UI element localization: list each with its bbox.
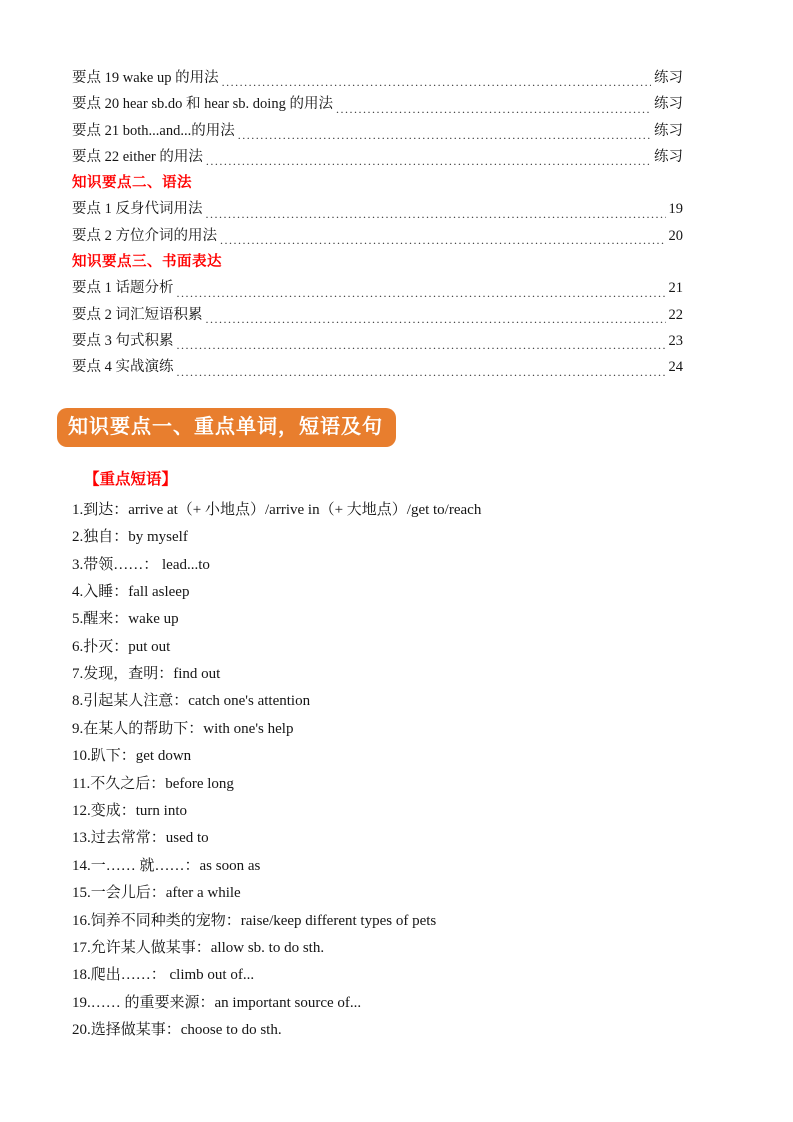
toc-entry-label: 要点 2 词汇短语积累 bbox=[72, 306, 203, 323]
phrase-item: 9.在某人的帮助下：with one's help bbox=[72, 720, 294, 737]
toc-entry-trail: 22 bbox=[668, 306, 683, 323]
toc-leader-dots bbox=[238, 126, 651, 145]
toc-row bbox=[72, 197, 683, 223]
toc-row bbox=[72, 171, 683, 197]
phrase-item: 12.变成：turn into bbox=[72, 803, 187, 820]
toc-entry-label: 要点 21 both...and...的用法 bbox=[72, 122, 235, 139]
toc-row bbox=[72, 145, 683, 171]
phrase-list bbox=[72, 495, 683, 1043]
toc-row bbox=[72, 355, 683, 381]
toc-leader-dots bbox=[336, 100, 651, 119]
toc-entry-label: 要点 20 hear sb.do 和 hear sb. doing 的用法 bbox=[72, 96, 333, 113]
table-of-contents bbox=[72, 66, 683, 382]
toc-entry-label: 要点 1 话题分析 bbox=[72, 280, 174, 297]
phrase-item: 7.发现，查明：find out bbox=[72, 666, 221, 683]
toc-row bbox=[72, 119, 683, 145]
phrase-item: 4.入睡：fall asleep bbox=[72, 583, 190, 600]
toc-entry-label: 要点 3 句式积累 bbox=[72, 332, 174, 349]
phrase-item: 6.扑灭：put out bbox=[72, 638, 171, 655]
toc-row bbox=[72, 224, 683, 250]
toc-leader-dots bbox=[206, 152, 651, 171]
phrase-item: 1.到达：arrive at（+ 小地点）/arrive in（+ 大地点）/get to/reach bbox=[72, 501, 482, 518]
toc-entry-trail: 练习 bbox=[654, 122, 683, 139]
toc-entry-label: 要点 1 反身代词用法 bbox=[72, 201, 203, 218]
toc-leader-dots bbox=[222, 73, 651, 92]
toc-leader-dots bbox=[177, 363, 666, 382]
phrase-item: 5.醒来：wake up bbox=[72, 611, 179, 628]
toc-leader-dots bbox=[177, 284, 666, 303]
toc-entry-trail: 练习 bbox=[654, 148, 683, 165]
phrase-item: 17.允许某人做某事：allow sb. to do sth. bbox=[72, 940, 325, 956]
toc-entry-trail: 19 bbox=[668, 201, 683, 218]
phrase-item: 15.一会儿后：after a while bbox=[72, 885, 241, 902]
toc-row bbox=[72, 329, 683, 355]
toc-entry-label: 要点 2 方位介词的用法 bbox=[72, 227, 217, 244]
phrase-item: 11.不久之后：before long bbox=[72, 775, 234, 792]
toc-row bbox=[72, 250, 683, 276]
phrase-item: 8.引起某人注意：catch one's attention bbox=[72, 693, 311, 710]
toc-entry-trail: 练习 bbox=[654, 70, 683, 86]
toc-entry-label: 要点 22 either 的用法 bbox=[72, 148, 203, 165]
toc-entry-trail: 21 bbox=[668, 280, 683, 297]
phrase-item: 19.…… 的重要来源：an important source of... bbox=[72, 994, 362, 1011]
toc-entry-trail: 20 bbox=[668, 227, 683, 244]
toc-leader-dots bbox=[206, 310, 666, 329]
phrase-item: 10.趴下：get down bbox=[72, 748, 192, 765]
toc-row bbox=[72, 276, 683, 302]
phrase-item: 13.过去常常：used to bbox=[72, 830, 209, 847]
toc-row bbox=[72, 66, 683, 92]
toc-entry-label: 知识要点二、语法 bbox=[72, 175, 192, 192]
phrase-item: 3.带领……： lead...to bbox=[72, 556, 210, 573]
phrase-item: 2.独自：by myself bbox=[72, 529, 188, 546]
phrase-item: 18.爬出……： climb out of... bbox=[72, 967, 255, 984]
toc-entry-trail: 24 bbox=[668, 359, 683, 376]
toc-entry-trail: 练习 bbox=[654, 96, 683, 113]
key-phrases-heading: 【重点短语】 bbox=[84, 470, 178, 488]
toc-leader-dots bbox=[177, 336, 666, 355]
toc-entry-label: 要点 4 实战演练 bbox=[72, 359, 174, 376]
toc-entry-label: 知识要点三、书面表达 bbox=[72, 254, 222, 271]
toc-entry-label: 要点 19 wake up 的用法 bbox=[72, 70, 219, 86]
phrase-item: 20.选择做某事：choose to do sth. bbox=[72, 1022, 282, 1039]
toc-leader-dots bbox=[206, 205, 666, 224]
toc-leader-dots bbox=[220, 231, 666, 250]
phrase-item: 14.一…… 就……：as soon as bbox=[72, 857, 261, 874]
section-banner-title: 知识要点一、重点单词，短语及句 bbox=[57, 408, 396, 447]
phrase-item: 16.饲养不同种类的宠物：raise/keep different types of pets bbox=[72, 912, 437, 929]
toc-entry-trail: 23 bbox=[668, 332, 683, 349]
toc-row bbox=[72, 92, 683, 118]
section-banner-wrap bbox=[57, 408, 683, 447]
toc-row bbox=[72, 303, 683, 329]
